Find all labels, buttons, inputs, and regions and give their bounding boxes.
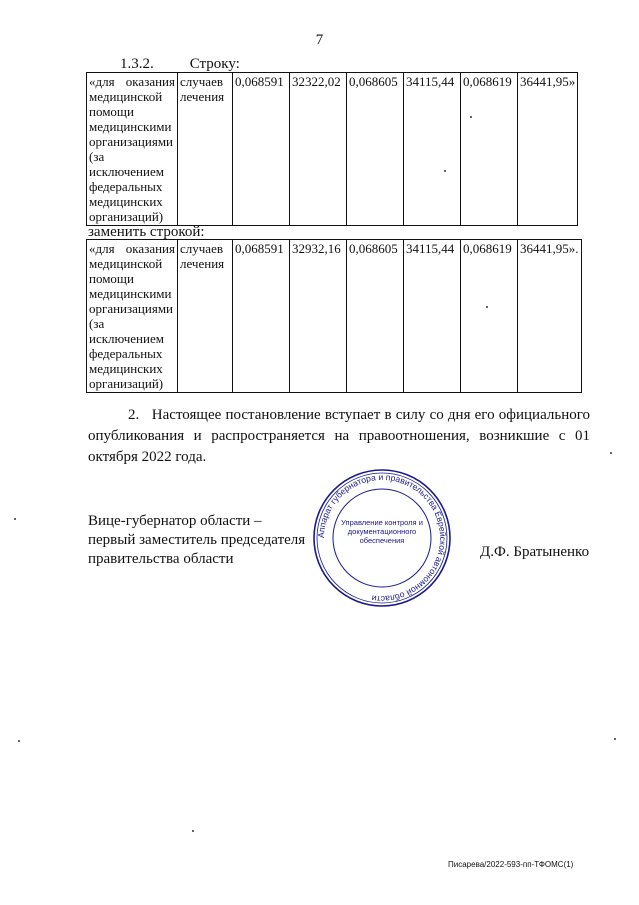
scan-speck bbox=[192, 830, 194, 832]
table-cell: случаев лечения bbox=[178, 240, 233, 393]
table-cell: 0,068591 bbox=[233, 240, 290, 393]
table-cell: 0,068619 bbox=[461, 240, 518, 393]
paragraph-number: 2. bbox=[128, 407, 140, 423]
seal-inner-text: Управление контроля и документационного обеспечения bbox=[341, 518, 423, 545]
section-heading bbox=[120, 56, 240, 73]
table-row bbox=[87, 73, 578, 226]
page-number: 7 bbox=[315, 32, 324, 48]
section-number: 1.3.2. bbox=[120, 56, 154, 72]
scan-speck bbox=[14, 518, 16, 520]
footer-reference: Писарева/2022-593-пп-ТФОМС(1) bbox=[448, 860, 574, 869]
replacement-row-table bbox=[86, 239, 582, 393]
original-row-table bbox=[86, 72, 578, 226]
table-cell: 36441,95» bbox=[518, 73, 578, 226]
replace-label: заменить строкой: bbox=[88, 224, 205, 240]
scan-speck bbox=[444, 170, 446, 172]
table-cell: 0,068605 bbox=[347, 240, 404, 393]
scan-speck bbox=[470, 116, 472, 118]
position-line: первый заместитель председателя bbox=[88, 532, 306, 548]
table-cell: 34115,44 bbox=[404, 240, 461, 393]
scan-speck bbox=[486, 306, 488, 308]
seal-outer-text: Аппарат губернатора и правительства Еврейской автономной области bbox=[315, 471, 449, 605]
signer-name: Д.Ф. Братыненко bbox=[480, 544, 590, 560]
position-line: правительства области bbox=[88, 551, 234, 567]
paragraph-text: Настоящее постановление вступает в силу со дня его официального опубликования и распространяется на правоотношения, возникшие с 01 октября 2022 года. bbox=[88, 407, 590, 465]
signer-position bbox=[88, 512, 338, 569]
table-cell: «для оказания медицинской помощи медицинскими организациями (за исключением федеральных медицинских организаций) bbox=[87, 240, 178, 393]
paragraph-2 bbox=[88, 405, 590, 468]
scan-speck bbox=[610, 452, 612, 454]
table-row bbox=[87, 240, 582, 393]
scan-speck bbox=[18, 740, 20, 742]
table-cell: 0,068591 bbox=[233, 73, 290, 226]
scan-speck bbox=[614, 738, 616, 740]
official-seal bbox=[312, 468, 452, 608]
table-cell: 34115,44 bbox=[404, 73, 461, 226]
position-line: Вице-губернатор области – bbox=[88, 513, 262, 529]
seal-graphic bbox=[312, 468, 452, 608]
table-cell: 0,068605 bbox=[347, 73, 404, 226]
table-cell: случаев лечения bbox=[178, 73, 233, 226]
section-title: Строку: bbox=[189, 56, 240, 72]
table-cell: 0,068619 bbox=[461, 73, 518, 226]
table-cell: «для оказания медицинской помощи медицинскими организациями (за исключением федеральных медицинских организаций) bbox=[87, 73, 178, 226]
table-cell: 32322,02 bbox=[290, 73, 347, 226]
table-cell: 32932,16 bbox=[290, 240, 347, 393]
table-cell: 36441,95». bbox=[518, 240, 582, 393]
